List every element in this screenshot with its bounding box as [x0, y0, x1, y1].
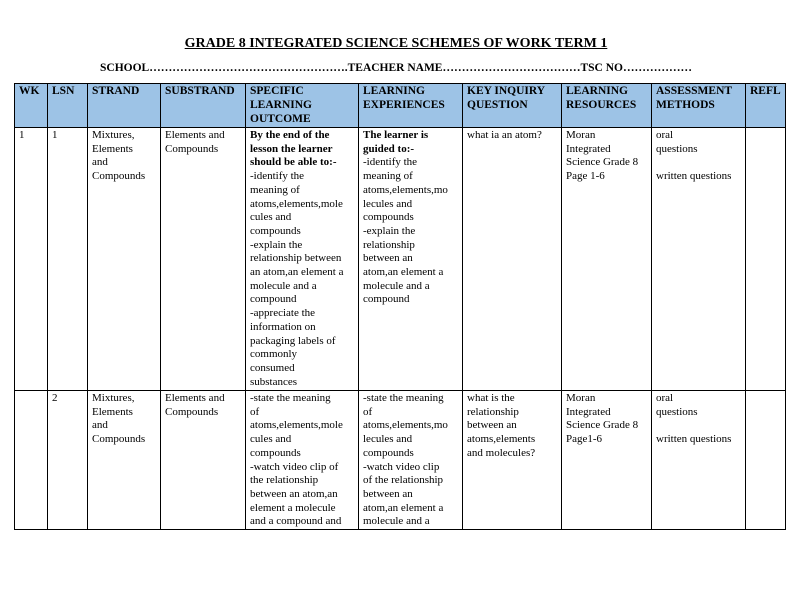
cell-question: what ia an atom? — [463, 128, 562, 391]
outcome-text: -state the meaning of atoms,elements,mole cules and compounds -watch video clip of the relationship between an atom,an element a molecule and a compound and — [250, 392, 343, 528]
cell-outcome — [246, 391, 359, 530]
header-refl: REFL — [746, 84, 786, 128]
experiences-text: -identify the meaning of atoms,elements,mo lecules and compounds -explain the relationship between an atom,an element a molecule and a compound — [363, 156, 448, 306]
cell-strand: Mixtures, Elements and Compounds — [88, 128, 161, 391]
header-question: KEY INQUIRY QUESTION — [463, 84, 562, 128]
experiences-intro: The learner is guided to:- — [363, 129, 429, 155]
table-row — [15, 128, 786, 391]
header-substrand: SUBSTRAND — [161, 84, 246, 128]
header-wk: WK — [15, 84, 48, 128]
cell-question: what is the relationship between an atoms,elements and molecules? — [463, 391, 562, 530]
cell-substrand: Elements and Compounds — [161, 128, 246, 391]
cell-refl — [746, 128, 786, 391]
cell-resources: Moran Integrated Science Grade 8 Page 1-6 — [562, 128, 652, 391]
cell-refl — [746, 391, 786, 530]
cell-assessment: oral questions written questions — [652, 128, 746, 391]
cell-experiences — [359, 391, 463, 530]
outcome-intro: By the end of the lesson the learner should be able to:- — [250, 129, 337, 169]
cell-lsn: 2 — [48, 391, 88, 530]
experiences-text: -state the meaning of atoms,elements,mo lecules and compounds -watch video clip of the relationship between an atom,an element a molecule and a — [363, 392, 448, 528]
cell-assessment: oral questions written questions — [652, 391, 746, 530]
cell-wk: 1 — [15, 128, 48, 391]
cell-resources: Moran Integrated Science Grade 8 Page1-6 — [562, 391, 652, 530]
header-lsn: LSN — [48, 84, 88, 128]
schemes-table — [14, 83, 786, 530]
cell-strand: Mixtures, Elements and Compounds — [88, 391, 161, 530]
cell-outcome — [246, 128, 359, 391]
table-row — [15, 391, 786, 530]
cell-experiences — [359, 128, 463, 391]
school-teacher-tsc-line: SCHOOL…………………………………………….TEACHER NAME………………………………TSC NO……………… — [100, 62, 692, 74]
header-assessment: ASSESSMENT METHODS — [652, 84, 746, 128]
header-resources: LEARNING RESOURCES — [562, 84, 652, 128]
header-strand: STRAND — [88, 84, 161, 128]
outcome-text: -identify the meaning of atoms,elements,mole cules and compounds -explain the relationship between an atom,an element a molecule and a compound -appreciate the information on packaging labels of commonly consumed substances — [250, 170, 344, 388]
header-row — [15, 84, 786, 128]
cell-wk — [15, 391, 48, 530]
header-outcome: SPECIFIC LEARNING OUTCOME — [246, 84, 359, 128]
cell-lsn: 1 — [48, 128, 88, 391]
cell-substrand: Elements and Compounds — [161, 391, 246, 530]
header-experiences: LEARNING EXPERIENCES — [359, 84, 463, 128]
document-title: GRADE 8 INTEGRATED SCIENCE SCHEMES OF WORK TERM 1 — [184, 36, 608, 51]
